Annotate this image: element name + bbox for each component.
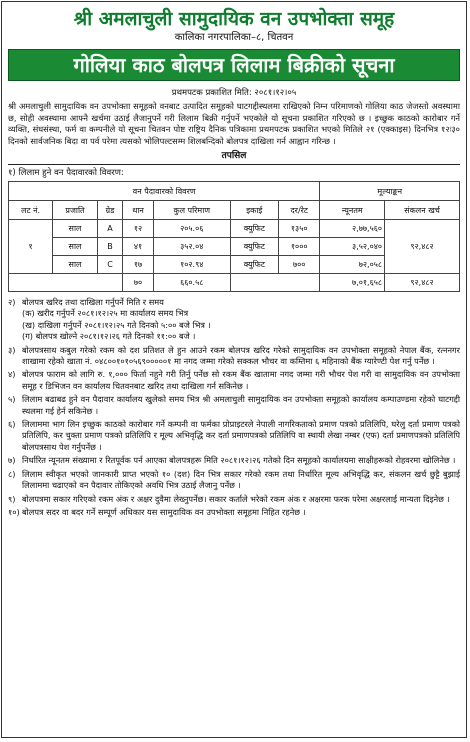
clause-item xyxy=(8,419,460,453)
total-collection-cost: ९२,४८२ xyxy=(385,274,460,292)
col-than: थान xyxy=(123,201,154,220)
col-minimum: न्यूनतम xyxy=(320,201,385,220)
clause-item xyxy=(8,345,460,368)
col-species: प्रजाति xyxy=(53,201,98,220)
publication-date: प्रथमपटक प्रकाशित मिति: २०८१।१२।०५ xyxy=(171,88,297,98)
clause-item xyxy=(8,494,460,505)
table-group-header xyxy=(9,182,460,201)
cell-rate: १००० xyxy=(278,238,320,256)
cell-quantity: १०२.९४ xyxy=(153,256,230,274)
total-spacer-2 xyxy=(230,274,320,292)
org-name: श्री अमलाचुली सामुदायिक वन उपभोक्ता समूह xyxy=(73,8,395,30)
cell-collection-cost: ९२,४८२ xyxy=(385,220,460,274)
lot-number: १ xyxy=(9,220,53,274)
col-rate: दर/रेट xyxy=(278,201,320,220)
cell-grade: A xyxy=(97,220,122,238)
cell-rate: १३५० xyxy=(278,220,320,238)
notice-banner: गोलिया काठ बोलपत्र लिलाम बिक्रीको सूचना xyxy=(8,49,460,81)
clause-text: लिलाम स्वीकृत भएको जानकारी प्राप्त भएको १० (दश) दिन भित्र सकार गरेको रकम तथा निर्धारित मूल्य अभिवृद्धि कर, संकलन खर्च छुट्टै बुझाई लिलाममा चढाएको वन पैदावार तोकिएको अवधि भित्र उठाई लैजानु पर्नेछ । xyxy=(22,468,460,491)
clause-text: लिलाम बढाबढ हुने वन पैदावार कार्यालय खुलेको समय भित्र श्री अमलाचुली सामुदायिक वन उपभोक्ता समूहको कार्यालय कम्पाउण्डमा रहेको घाटगद्दी स्थलमा गई हेर्न सकिनेछ । xyxy=(22,394,460,416)
cell-rate: ७०० xyxy=(278,256,320,274)
clause-item xyxy=(8,394,460,417)
divider xyxy=(8,164,460,165)
clause-sub: (ग) बोलपत्र खोल्ने २०८१।१२।२६ गते दिनको ११:०० बजे । xyxy=(22,331,196,342)
section-title: तपसिल xyxy=(221,151,247,161)
clause-number: ७) xyxy=(8,455,16,466)
clause-text: बोलपत्रमा सकार गरिएको रकम अंक र अक्षर दुवैमा लेख्नुपर्नेछ। सकार कर्ताले भरेको रकम अंक र अक्षरमा फरक परेमा अक्षरलाई मान्यता दिइनेछ । xyxy=(22,493,450,504)
cell-species: साल xyxy=(53,220,98,238)
total-spacer xyxy=(9,274,123,292)
cell-unit: क्युफिट xyxy=(230,238,278,256)
total-quantity: ६६०.५८ xyxy=(153,274,230,292)
clause-number: २) xyxy=(8,297,16,307)
cell-species: साल xyxy=(53,238,98,256)
table-caption: १) लिलाम हुने वन पैदावारको विवरण: xyxy=(8,168,124,178)
clause-text: निर्धारित न्यूनतम संख्यामा र रितपूर्वक पर्न आएका बोलपत्रहरू मिति २०८१।१२।२६ गतेको दिन समूहको कार्यालयमा साक्षीहरूको रोहवरमा खोलिनेछ । xyxy=(22,455,456,466)
cell-species: साल xyxy=(53,256,98,274)
timber-table xyxy=(8,181,460,292)
group-head-valuation: मूल्याङ्कन xyxy=(320,182,460,201)
clause-number: ५) xyxy=(8,394,16,405)
clause-number: ६) xyxy=(8,419,16,430)
table-row xyxy=(9,220,460,238)
clause-number: ४) xyxy=(8,369,16,380)
clause-text: बोलपत्रसाथ कबुल गरेको रकम को दश प्रतिशत ले हुन आउने रकम बोलपत्र खरिद गरेको सामुदायिक वन उपभोक्ता समूहको नेपाल बैंक, रत्ननगर शाखामा रहेको खाता नं. ०४८००१०१०५६९०००००१ मा नगद जम्मा गरेको सक्कल भौचर वा कम्तिमा ६ महिनाको बैंक ग्यारेण्टी पेश गर्नु पर्नेछ । xyxy=(22,344,460,367)
clause-item xyxy=(8,469,460,492)
table-total-row xyxy=(9,274,460,292)
clause-sub: (क) खरीद गर्नुपर्ने २०८१।१२।२५ मा कार्यालय समय भित्र xyxy=(22,308,189,319)
cell-minimum: ७२,०५८ xyxy=(320,256,385,274)
clause-number: १०) xyxy=(8,506,20,517)
org-address: कालिका नगरपालिका–८, चितवन xyxy=(174,32,294,43)
notice-page xyxy=(1,1,467,738)
clause-number: ८) xyxy=(8,468,16,479)
cell-grade: C xyxy=(97,256,122,274)
clause-text: बोलपत्र सदर वा बदर गर्ने सम्पूर्ण अधिकार यस सामुदायिक वन उपभोक्ता समूहमा निहित रहनेछ । xyxy=(22,506,306,517)
clause-number: ९) xyxy=(8,493,16,504)
cell-than: ४१ xyxy=(123,238,154,256)
cell-quantity: २०५.०६ xyxy=(153,220,230,238)
col-lot: लट नं. xyxy=(9,201,53,220)
col-unit: इकाई xyxy=(230,201,278,220)
cell-than: १७ xyxy=(123,256,154,274)
clause-item xyxy=(8,369,460,392)
cell-unit: क्युफिट xyxy=(230,256,278,274)
col-collection-cost: संकलन खर्च xyxy=(385,201,460,220)
clause-text: लिलाममा भाग लिन इच्छुक काठको कारोबार गर्ने कम्पनी वा फर्मका प्रोप्राइटरले नेपाली नागरिकताको प्रमाण पत्रको प्रतिलिपि, घरेलु दर्ता प्रमाण पत्रको प्रतिलिपि, कर चुक्ता प्रमाण पत्रको प्रतिलिपि र मूल्य अभिवृद्धि कर दर्ता प्रमाणपत्रको प्रतिलिपि वा स्थायी लेखा नम्बर (एफ) दर्ता प्रमाणपत्रको प्रतिलिपि बोलपत्रसाथ पेश गर्नुपर्नेछ । xyxy=(22,419,460,452)
clauses-list xyxy=(8,297,460,518)
clause-text: बोलपत्र फाराम को लागि रु. १,००० फिर्ता नहुने गरी तिर्नु पर्नेछ सो रकम बैंक खातामा नगद जम्मा गरी भौचर पेश गरी वा सामुदायिक वन उपभोक्ता समूह र डिभिजन वन कार्यालय चितवनबाट खरिद तथा दाखिला गर्न सकिनेछ । xyxy=(22,369,460,391)
clause-item xyxy=(8,297,460,343)
cell-than: १२ xyxy=(123,220,154,238)
cell-grade: B xyxy=(97,238,122,256)
clause-item xyxy=(8,507,460,518)
group-head-forest-product: वन पैदावारको विवरण xyxy=(9,182,320,201)
total-than: ७० xyxy=(123,274,154,292)
cell-minimum: २,७७,५६० xyxy=(320,220,385,238)
cell-minimum: ३,५२,०४० xyxy=(320,238,385,256)
intro-paragraph: श्री अमलाचुली सामुदायिक वन उपभोक्ता समूहको वनबाट उत्पादित समूहको घाटगद्दीस्थलमा राखिएको निम्न परिमाणको गोलिया काठ जेजस्तो अवस्थामा छ, सोही अवस्थामा आफ्नै खर्चमा उठाई लैजानुपर्ने गरी लिलाम बिक्री गर्नुपर्ने भएकोले यो सूचना प्रकाशित गरिएको छ । इच्छुक काठको कारोबार गर्ने व्यक्ति, संघसंस्था, फर्म वा कम्पनीले यो सूचना चितवन पोष्ट राष्ट्रिय दैनिक पत्रिकामा प्रथमपटक प्रकाशित भएको मितिले २१ (एक्काइस) दिनभित्र १२ः३० दिनको सार्वजनिक बिदा वा पर्व परेमा त्यसको भोलिपल्टसम्म शिलबन्दिको बोलपत्र दाखिला गर्न आह्वान गरिन्छ । xyxy=(8,101,460,146)
clause-item xyxy=(8,455,460,466)
total-minimum: ७,०१,६५८ xyxy=(320,274,385,292)
col-grade: ग्रेड xyxy=(97,201,122,220)
clause-number: ३) xyxy=(8,344,16,355)
col-quantity: कुल परिमाण xyxy=(153,201,230,220)
cell-quantity: ३५२.०४ xyxy=(153,238,230,256)
cell-unit: क्युफिट xyxy=(230,220,278,238)
clause-text: बोलपत्र खरिद तथा दाखिला गर्नुपर्ने मिति र समय xyxy=(22,297,164,307)
table-column-header xyxy=(9,201,460,220)
clause-sub: (ख) दाखिला गर्नुपर्ने २०८१।१२।२५ गते दिनको ५:०० बजे भित्र । xyxy=(22,319,211,330)
